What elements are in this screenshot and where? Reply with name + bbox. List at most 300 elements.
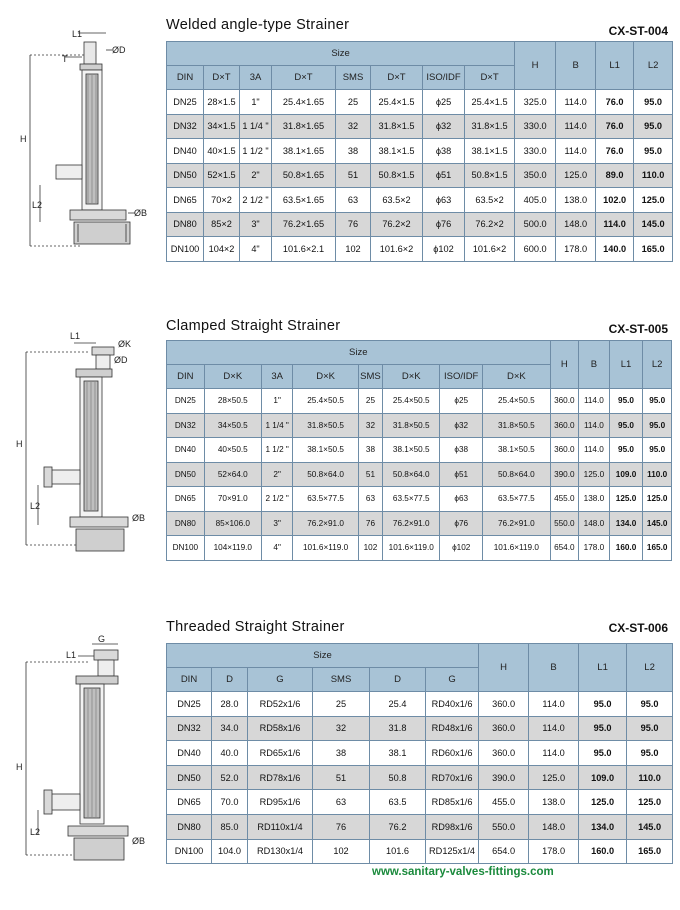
header-l2: L2 [643, 341, 672, 389]
table-row [167, 790, 673, 815]
table-cell: 52×1.5 [204, 163, 240, 188]
table-cell: 330.0 [515, 139, 556, 164]
header-din: DIN [167, 365, 205, 389]
header-b: B [529, 644, 579, 692]
table-cell: RD98x1/6 [426, 814, 479, 839]
table-cell: DN25 [167, 90, 204, 115]
table-row [167, 716, 673, 741]
table-cell: 138.0 [579, 487, 610, 512]
table-cell: 101.6×2 [371, 237, 423, 262]
table-cell: ϕ102 [423, 237, 465, 262]
table-cell: ϕ25 [440, 389, 483, 414]
table-cell: 76.2×2 [465, 212, 515, 237]
table-cell: 40.0 [212, 741, 248, 766]
dim-label-g: G [98, 634, 106, 644]
table-cell: RD58x1/6 [248, 716, 313, 741]
table-cell: 95.0 [627, 716, 673, 741]
table-cell: 38.1×50.5 [483, 438, 550, 463]
table-cell: DN100 [167, 237, 204, 262]
table-cell: 165.0 [634, 237, 673, 262]
table-cell: 95.0 [609, 389, 643, 414]
table-cell: RD65x1/6 [248, 741, 313, 766]
table-cell: 500.0 [515, 212, 556, 237]
table-cell: 104×2 [204, 237, 240, 262]
table-cell: 330.0 [515, 114, 556, 139]
table-cell: DN32 [167, 413, 205, 438]
table-cell: 360.0 [550, 413, 579, 438]
header-b: B [556, 42, 596, 90]
table-cell: 89.0 [596, 163, 634, 188]
table-cell: 104×119.0 [204, 536, 261, 561]
table-cell: 50.8×1.5 [465, 163, 515, 188]
table-cell: ϕ76 [440, 511, 483, 536]
table-cell: 125.0 [579, 790, 627, 815]
table-cell: 63.5×77.5 [483, 487, 550, 512]
table-cell: 145.0 [634, 212, 673, 237]
table-row [167, 692, 673, 717]
header-sms: SMS [313, 668, 370, 692]
header-h: H [515, 42, 556, 90]
table-cell: 31.8×50.5 [483, 413, 550, 438]
table-cell: 550.0 [479, 814, 529, 839]
header-l1: L1 [609, 341, 643, 389]
header-iso-idf: ISO/IDF [440, 365, 483, 389]
table-cell: 350.0 [515, 163, 556, 188]
product-code: CX-ST-005 [608, 322, 668, 336]
table-cell: 25.4×50.5 [483, 389, 550, 414]
table-cell: 114.0 [556, 114, 596, 139]
table-cell: DN40 [167, 438, 205, 463]
header-g: G [426, 668, 479, 692]
table-cell: 134.0 [609, 511, 643, 536]
table-cell: 102 [358, 536, 382, 561]
table-cell: 1 1/4 " [261, 413, 293, 438]
table-cell: 70×2 [204, 188, 240, 213]
table-cell: 102 [336, 237, 371, 262]
header-sms: SMS [336, 66, 371, 90]
table-cell: 63.5×77.5 [293, 487, 358, 512]
table-cell: 110.0 [634, 163, 673, 188]
table-cell: 2 1/2 " [261, 487, 293, 512]
table-cell: DN40 [167, 139, 204, 164]
table-cell: 31.8×50.5 [383, 413, 440, 438]
table-cell: RD52x1/6 [248, 692, 313, 717]
table-cell: 51 [336, 163, 371, 188]
table-cell: 85×106.0 [204, 511, 261, 536]
table-cell: 31.8 [370, 716, 426, 741]
table-cell: 148.0 [529, 814, 579, 839]
table-cell: DN32 [167, 114, 204, 139]
header-sms: SMS [358, 365, 382, 389]
header-h: H [479, 644, 529, 692]
table-cell: 32 [313, 716, 370, 741]
dim-label-l1: L1 [66, 650, 77, 660]
table-cell: DN50 [167, 163, 204, 188]
table-cell: ϕ51 [423, 163, 465, 188]
table-cell: 95.0 [579, 741, 627, 766]
table-cell: 101.6×119.0 [293, 536, 358, 561]
table-cell: 405.0 [515, 188, 556, 213]
table-cell: 390.0 [550, 462, 579, 487]
table-cell: 25.4×1.5 [371, 90, 423, 115]
table-cell: 114.0 [579, 438, 610, 463]
table-cell: DN50 [167, 462, 205, 487]
table-cell: 114.0 [529, 692, 579, 717]
table-cell: 101.6 [370, 839, 426, 864]
table-cell: 76.2×91.0 [483, 511, 550, 536]
table-cell: 38 [358, 438, 382, 463]
table-cell: 50.8×64.0 [293, 462, 358, 487]
table-cell: ϕ32 [440, 413, 483, 438]
table-cell: 654.0 [479, 839, 529, 864]
dim-label-l2: L2 [30, 827, 41, 837]
table-cell: 3" [261, 511, 293, 536]
table-cell: ϕ76 [423, 212, 465, 237]
table-cell: 600.0 [515, 237, 556, 262]
table-cell: 102 [313, 839, 370, 864]
table-cell: 95.0 [609, 438, 643, 463]
dim-label-ok: ØK [118, 339, 132, 349]
dim-label-l1: L1 [70, 331, 81, 341]
header-din: DIN [167, 668, 212, 692]
table-cell: 31.8×1.5 [465, 114, 515, 139]
table-cell: RD70x1/6 [426, 765, 479, 790]
table-cell: 360.0 [479, 716, 529, 741]
table-cell: 160.0 [609, 536, 643, 561]
table-cell: 95.0 [579, 692, 627, 717]
table-cell: 38.1×1.65 [272, 139, 336, 164]
table-cell: 125.0 [643, 487, 672, 512]
table-cell: 50.8 [370, 765, 426, 790]
table-cell: 125.0 [556, 163, 596, 188]
table-cell: 63.5 [370, 790, 426, 815]
table-cell: 95.0 [609, 413, 643, 438]
header-iso-idf: ISO/IDF [423, 66, 465, 90]
table-cell: 28×1.5 [204, 90, 240, 115]
table-cell: 110.0 [643, 462, 672, 487]
table-cell: 32 [358, 413, 382, 438]
table-cell: 70×91.0 [204, 487, 261, 512]
table-cell: 70.0 [212, 790, 248, 815]
table-cell: 360.0 [550, 438, 579, 463]
table-cell: 138.0 [529, 790, 579, 815]
dim-label-ob: ØB [132, 836, 146, 846]
table-cell: 1 1/2 " [240, 139, 272, 164]
table-cell: 101.6×2.1 [272, 237, 336, 262]
table-cell: 76 [336, 212, 371, 237]
header-dxk: D×K [204, 365, 261, 389]
table-cell: 114.0 [579, 413, 610, 438]
table-cell: DN25 [167, 389, 205, 414]
table-cell: 95.0 [634, 114, 673, 139]
table-cell: 31.8×50.5 [293, 413, 358, 438]
table-cell: DN65 [167, 487, 205, 512]
table-cell: 114.0 [556, 90, 596, 115]
table-row [167, 741, 673, 766]
table-cell: 145.0 [627, 814, 673, 839]
table-cell: 178.0 [579, 536, 610, 561]
table-cell: 38 [313, 741, 370, 766]
table-cell: 165.0 [643, 536, 672, 561]
table-cell: 138.0 [556, 188, 596, 213]
website-url[interactable]: www.sanitary-valves-fittings.com [372, 866, 554, 878]
table-cell: 1" [240, 90, 272, 115]
table-row [167, 839, 673, 864]
table-cell: ϕ38 [423, 139, 465, 164]
table-cell: 25.4 [370, 692, 426, 717]
table-cell: 110.0 [627, 765, 673, 790]
table-cell: 455.0 [479, 790, 529, 815]
table-cell: 25 [358, 389, 382, 414]
table-cell: 76 [358, 511, 382, 536]
section-title: Clamped Straight Strainer [166, 318, 341, 334]
table-cell: 76.0 [596, 139, 634, 164]
table-cell: 125.0 [634, 188, 673, 213]
table-cell: 25.4×50.5 [383, 389, 440, 414]
table-cell: 104.0 [212, 839, 248, 864]
table-cell: DN80 [167, 511, 205, 536]
table-cell: 101.6×2 [465, 237, 515, 262]
table-cell: 38.1×1.5 [465, 139, 515, 164]
table-cell: 52×64.0 [204, 462, 261, 487]
table-cell: 125.0 [579, 462, 610, 487]
table-cell: 63.5×77.5 [383, 487, 440, 512]
table-cell: 63 [313, 790, 370, 815]
table-cell: DN25 [167, 692, 212, 717]
dim-label-od: ØD [112, 45, 126, 55]
header-l1: L1 [579, 644, 627, 692]
table-cell: 31.8×1.65 [272, 114, 336, 139]
table-cell: 95.0 [627, 692, 673, 717]
table-cell: 125.0 [529, 765, 579, 790]
table-cell: 38.1×1.5 [371, 139, 423, 164]
header-dxt: D×T [465, 66, 515, 90]
table-cell: 325.0 [515, 90, 556, 115]
table-cell: DN80 [167, 814, 212, 839]
table-cell: 63 [336, 188, 371, 213]
table-cell: 25.4×50.5 [293, 389, 358, 414]
table-cell: RD95x1/6 [248, 790, 313, 815]
table-cell: 95.0 [643, 389, 672, 414]
dim-label-h: H [20, 134, 27, 144]
table-cell: DN80 [167, 212, 204, 237]
table-cell: ϕ51 [440, 462, 483, 487]
table-cell: 654.0 [550, 536, 579, 561]
table-cell: 134.0 [579, 814, 627, 839]
table-cell: 51 [313, 765, 370, 790]
table-cell: ϕ63 [423, 188, 465, 213]
table-cell: 76 [313, 814, 370, 839]
table-cell: 550.0 [550, 511, 579, 536]
table-cell: 109.0 [609, 462, 643, 487]
table-cell: 76.2 [370, 814, 426, 839]
table-cell: 178.0 [529, 839, 579, 864]
table-cell: 114.0 [556, 139, 596, 164]
table-cell: 34×1.5 [204, 114, 240, 139]
header-h: H [550, 341, 579, 389]
table-cell: 50.8×64.0 [483, 462, 550, 487]
table-cell: 360.0 [479, 741, 529, 766]
table-cell: RD85x1/6 [426, 790, 479, 815]
table-cell: 95.0 [634, 139, 673, 164]
table-cell: ϕ102 [440, 536, 483, 561]
table-cell: 76.2×1.65 [272, 212, 336, 237]
table-cell: 76.2×91.0 [383, 511, 440, 536]
table-cell: 114.0 [529, 716, 579, 741]
header-3a: 3A [261, 365, 293, 389]
table-cell: 28.0 [212, 692, 248, 717]
table-cell: 125.0 [627, 790, 673, 815]
table-cell: RD60x1/6 [426, 741, 479, 766]
table-cell: 4" [261, 536, 293, 561]
table-cell: 1" [261, 389, 293, 414]
strainer-drawing-threaded [0, 630, 160, 865]
table-cell: 52.0 [212, 765, 248, 790]
table-cell: 95.0 [643, 413, 672, 438]
table-cell: 38.1 [370, 741, 426, 766]
header-dxt: D×T [371, 66, 423, 90]
table-cell: 148.0 [556, 212, 596, 237]
dim-label-ob: ØB [134, 208, 148, 218]
table-cell: 63 [358, 487, 382, 512]
product-code: CX-ST-004 [608, 24, 668, 38]
table-cell: 2" [261, 462, 293, 487]
table-cell: 51 [358, 462, 382, 487]
header-dxt: D×T [204, 66, 240, 90]
table-cell: 63.5×2 [371, 188, 423, 213]
table-row [167, 814, 673, 839]
table-cell: DN65 [167, 790, 212, 815]
table-cell: 95.0 [634, 90, 673, 115]
table-cell: 4" [240, 237, 272, 262]
table-cell: 101.6×119.0 [383, 536, 440, 561]
header-d: D [212, 668, 248, 692]
table-cell: RD48x1/6 [426, 716, 479, 741]
table-cell: 102.0 [596, 188, 634, 213]
table-cell: 50.8×1.65 [272, 163, 336, 188]
header-l2: L2 [627, 644, 673, 692]
table-cell: 38.1×50.5 [293, 438, 358, 463]
table-cell: 85.0 [212, 814, 248, 839]
table-cell: ϕ32 [423, 114, 465, 139]
table-cell: 76.0 [596, 90, 634, 115]
table-cell: DN100 [167, 536, 205, 561]
header-dxk: D×K [383, 365, 440, 389]
table-cell: 2 1/2 " [240, 188, 272, 213]
header-din: DIN [167, 66, 204, 90]
table-cell: 25 [313, 692, 370, 717]
table-cell: 178.0 [556, 237, 596, 262]
table-cell: DN40 [167, 741, 212, 766]
header-g: G [248, 668, 313, 692]
table-cell: 50.8×1.5 [371, 163, 423, 188]
header-dxk: D×K [293, 365, 358, 389]
dim-label-h: H [16, 439, 23, 449]
table-cell: DN100 [167, 839, 212, 864]
table-cell: 38 [336, 139, 371, 164]
table-cell: 95.0 [627, 741, 673, 766]
header-d: D [370, 668, 426, 692]
header-size: Size [167, 644, 479, 668]
table-cell: 25.4×1.65 [272, 90, 336, 115]
table-cell: 101.6×119.0 [483, 536, 550, 561]
table-cell: 40×1.5 [204, 139, 240, 164]
dim-label-l1: L1 [72, 29, 83, 39]
table-cell: 63.5×1.65 [272, 188, 336, 213]
table-cell: 125.0 [609, 487, 643, 512]
header-b: B [579, 341, 610, 389]
table-cell: 3" [240, 212, 272, 237]
header-3a: 3A [240, 66, 272, 90]
header-size: Size [167, 42, 515, 66]
table-cell: RD130x1/4 [248, 839, 313, 864]
table-cell: 28×50.5 [204, 389, 261, 414]
dim-label-l2: L2 [32, 200, 43, 210]
table-cell: 360.0 [550, 389, 579, 414]
table-cell: DN50 [167, 765, 212, 790]
table-cell: 32 [336, 114, 371, 139]
dim-label-t: T [62, 54, 68, 64]
table-cell: DN65 [167, 188, 204, 213]
table-cell: RD110x1/4 [248, 814, 313, 839]
table-cell: 85×2 [204, 212, 240, 237]
table-cell: 76.2×91.0 [293, 511, 358, 536]
table-cell: 1 1/2 " [261, 438, 293, 463]
table-cell: 390.0 [479, 765, 529, 790]
table-cell: 114.0 [529, 741, 579, 766]
table-cell: 25 [336, 90, 371, 115]
table-cell: 165.0 [627, 839, 673, 864]
header-size: Size [167, 341, 551, 365]
dim-label-l2: L2 [30, 501, 41, 511]
header-l1: L1 [596, 42, 634, 90]
table-cell: 50.8×64.0 [383, 462, 440, 487]
section-title: Threaded Straight Strainer [166, 619, 345, 635]
table-cell: 145.0 [643, 511, 672, 536]
spec-table [166, 643, 673, 864]
table-cell: 148.0 [579, 511, 610, 536]
dim-label-h: H [16, 762, 23, 772]
header-l2: L2 [634, 42, 673, 90]
header-dxk: D×K [483, 365, 550, 389]
table-row [167, 765, 673, 790]
table-cell: 34×50.5 [204, 413, 261, 438]
dim-label-ob: ØB [132, 513, 146, 523]
table-cell: 160.0 [579, 839, 627, 864]
table-cell: 34.0 [212, 716, 248, 741]
table-cell: 114.0 [579, 389, 610, 414]
table-cell: 360.0 [479, 692, 529, 717]
table-cell: 1 1/4 " [240, 114, 272, 139]
section-title: Welded angle-type Strainer [166, 17, 350, 33]
table-cell: 114.0 [596, 212, 634, 237]
table-cell: 109.0 [579, 765, 627, 790]
table-cell: ϕ63 [440, 487, 483, 512]
table-cell: 95.0 [643, 438, 672, 463]
header-dxt: D×T [272, 66, 336, 90]
table-cell: 455.0 [550, 487, 579, 512]
table-cell: DN32 [167, 716, 212, 741]
table-cell: 38.1×50.5 [383, 438, 440, 463]
table-cell: RD78x1/6 [248, 765, 313, 790]
dim-label-od: ØD [114, 355, 128, 365]
table-cell: RD40x1/6 [426, 692, 479, 717]
product-code: CX-ST-006 [608, 621, 668, 635]
table-cell: 95.0 [579, 716, 627, 741]
table-cell: 63.5×2 [465, 188, 515, 213]
table-cell: 140.0 [596, 237, 634, 262]
table-cell: 76.2×2 [371, 212, 423, 237]
